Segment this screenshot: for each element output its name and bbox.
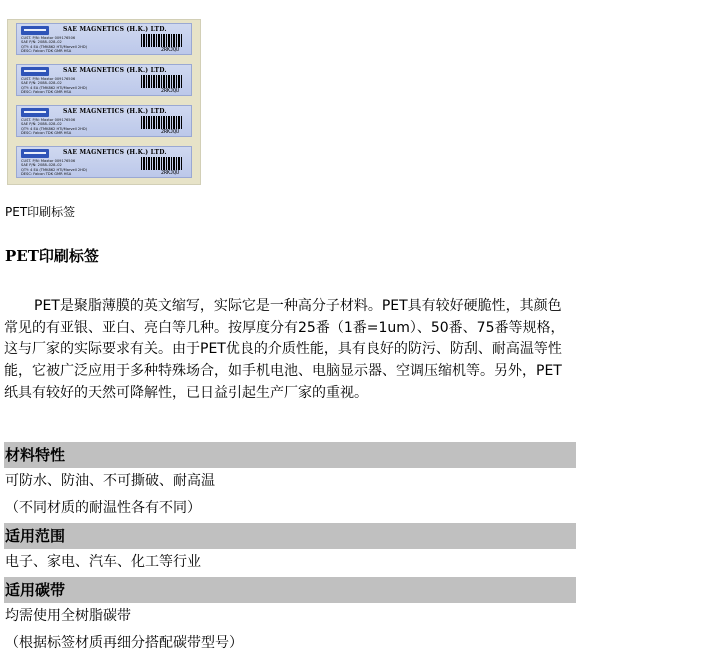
field-key: DESC: xyxy=(21,130,33,135)
barcode-text: 2RKJQU xyxy=(160,170,179,176)
field-value: 2088–028–02 xyxy=(37,40,62,45)
barcode-text: 2RKJQU xyxy=(160,88,179,94)
sae-logo-icon xyxy=(21,67,49,76)
field-value: 4 EA (TMK862 HTI/Marvell 2HD) xyxy=(30,44,88,49)
field-key: DESC: xyxy=(21,48,33,53)
field-value: Falcon TDK GMR HSA xyxy=(33,171,72,176)
barcode-text: 2RKJQU xyxy=(160,129,179,135)
section-heading: 适用范围 xyxy=(4,523,576,549)
intro-paragraph: PET是聚脂薄膜的英文缩写，实际它是一种高分子材料。PET具有较好硬脆性，其颜色常见的有亚银、亚白、亮白等几种。按厚度分有25番（1番=1um）、50番、75番等规格，这与厂家的实际要求有关。由于PET优良的介质性能，具有良好的防污、防刮、耐高温等性能，它被广泛应用于多种特殊场合，如手机电池、电脑显示器、空调压缩机等。另外，PET纸具有较好的天然可降解性，已日益引起生产厂家的重视。 xyxy=(4,298,565,401)
field-key: SAE P/N: xyxy=(21,40,37,45)
field-key: QTY: xyxy=(21,126,29,131)
product-photo xyxy=(7,19,201,185)
barcode-icon xyxy=(141,157,183,170)
field-key: DESC: xyxy=(21,89,33,94)
sae-logo-icon xyxy=(21,149,49,158)
section-heading: 适用碳带 xyxy=(4,577,576,603)
section-line: 可防水、防油、不可撕破、耐高温 xyxy=(5,473,215,489)
barcode-icon xyxy=(141,75,183,88)
field-key: SAE P/N: xyxy=(21,163,37,168)
barcode-icon xyxy=(141,34,183,47)
field-key: DESC: xyxy=(21,171,33,176)
section-heading: 材料特性 xyxy=(4,442,576,468)
label-fields xyxy=(21,159,87,176)
label-fields xyxy=(21,36,87,53)
field-key: CUST. P/N: xyxy=(21,77,40,81)
field-key: CUST. P/N: xyxy=(21,159,40,163)
field-value: Maxtor 009176506 xyxy=(40,159,76,163)
barcode-text: 2RKJQU xyxy=(160,47,179,53)
sample-label xyxy=(16,64,192,96)
field-key: SAE P/N: xyxy=(21,81,37,86)
section-line: 均需使用全树脂碳带 xyxy=(5,608,131,624)
section-material-properties xyxy=(4,442,576,522)
field-value: Falcon TDK GMR HSA xyxy=(33,48,72,53)
field-value: 2088–028–02 xyxy=(37,163,62,168)
label-company: SAE MAGNETICS (H.K.) LTD. xyxy=(63,149,167,156)
field-key: QTY: xyxy=(21,44,29,49)
label-fields xyxy=(21,77,87,94)
label-company: SAE MAGNETICS (H.K.) LTD. xyxy=(63,67,167,74)
label-company: SAE MAGNETICS (H.K.) LTD. xyxy=(63,108,167,115)
field-value: Falcon TDK GMR HSA xyxy=(33,89,72,94)
sample-label xyxy=(16,23,192,55)
section-ribbon xyxy=(4,577,576,657)
field-value: Maxtor 009176506 xyxy=(40,77,76,81)
label-fields xyxy=(21,118,87,135)
label-company: SAE MAGNETICS (H.K.) LTD. xyxy=(63,26,167,33)
field-value: Maxtor 009176506 xyxy=(40,36,76,40)
field-value: 2088–028–02 xyxy=(37,122,62,127)
barcode-icon xyxy=(141,116,183,129)
field-value: 4 EA (TMK862 HTI/Marvell 2HD) xyxy=(30,85,88,90)
sae-logo-icon xyxy=(21,26,49,35)
section-line: （不同材质的耐温性各有不同） xyxy=(5,500,201,516)
section-applications xyxy=(4,523,576,576)
section-line: 电子、家电、汽车、化工等行业 xyxy=(5,554,201,570)
field-key: QTY: xyxy=(21,85,29,90)
field-value: 4 EA (TMK862 HTI/Marvell 2HD) xyxy=(30,167,88,172)
field-value: Falcon TDK GMR HSA xyxy=(33,130,72,135)
sae-logo-icon xyxy=(21,108,49,117)
field-key: SAE P/N: xyxy=(21,122,37,127)
section-line: （根据标签材质再细分搭配碳带型号） xyxy=(5,635,243,651)
sample-label xyxy=(16,105,192,137)
field-value: 4 EA (TMK862 HTI/Marvell 2HD) xyxy=(30,126,88,131)
sample-label xyxy=(16,146,192,178)
field-key: QTY: xyxy=(21,167,29,172)
field-key: CUST. P/N: xyxy=(21,118,40,122)
field-value: Maxtor 009176506 xyxy=(40,118,76,122)
page-title: PET印刷标签 xyxy=(5,247,99,265)
field-value: 2088–028–02 xyxy=(37,81,62,86)
image-caption: PET印刷标签 xyxy=(5,205,76,219)
field-key: CUST. P/N: xyxy=(21,36,40,40)
